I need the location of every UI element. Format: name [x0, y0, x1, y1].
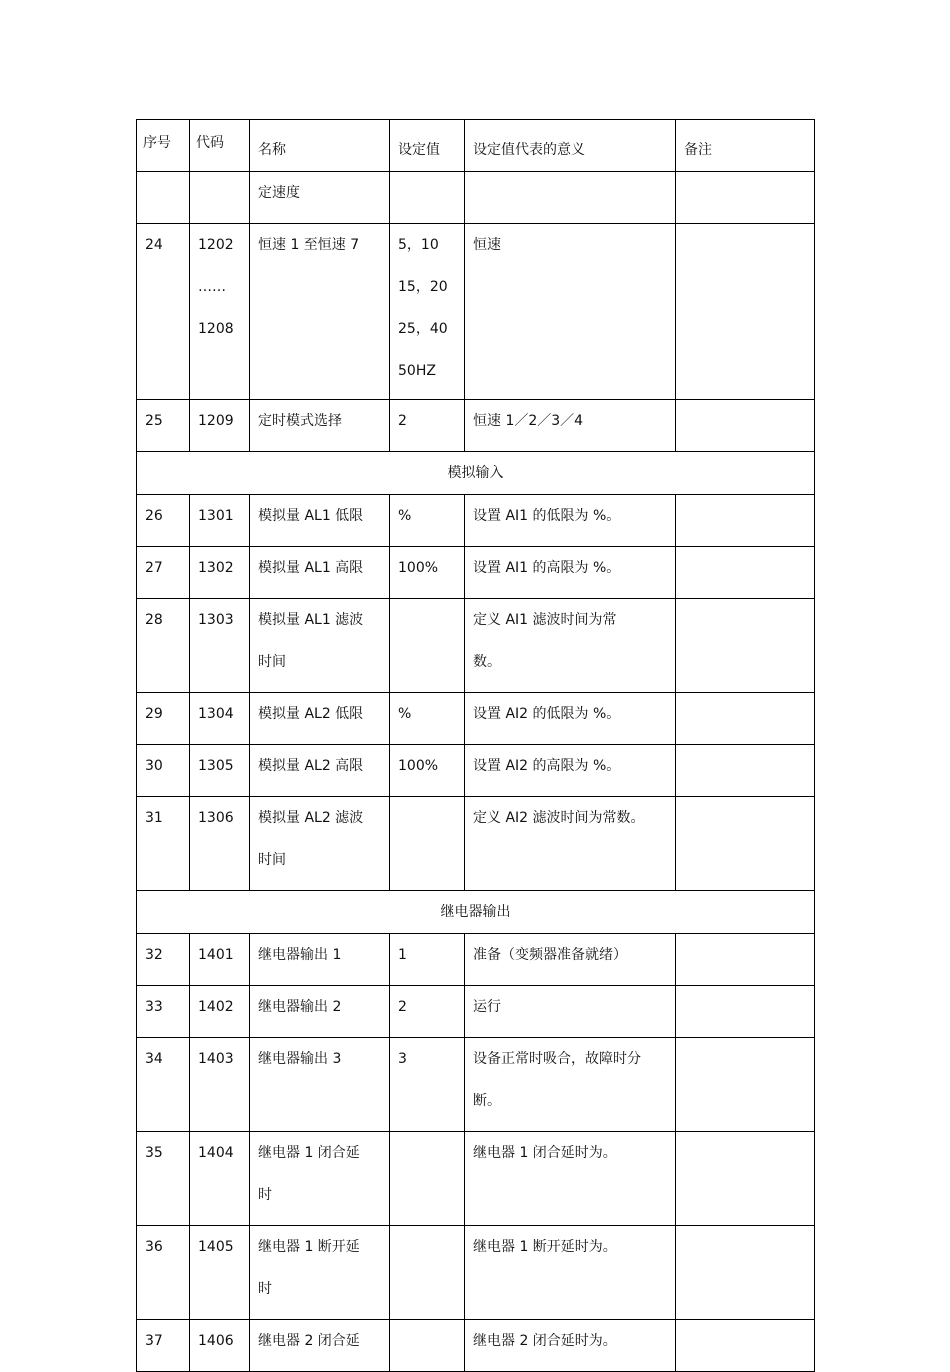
- cell-line: 继电器输出 2: [258, 999, 342, 1015]
- cell-name: [250, 400, 390, 452]
- cell-code: [190, 1320, 250, 1372]
- cell-line: 5，10: [398, 237, 439, 253]
- cell-line: 设备正常时吸合，故障时分: [473, 1051, 641, 1067]
- cell-note: [676, 1038, 815, 1132]
- cell-name: [250, 986, 390, 1038]
- cell-value: [390, 1038, 465, 1132]
- cell-no: [137, 745, 190, 797]
- cell-meaning: [465, 547, 676, 599]
- cell-no: [137, 400, 190, 452]
- cell-line: 继电器 1 断开延时为。: [473, 1239, 617, 1255]
- cell-line: 100%: [398, 560, 439, 576]
- cell-line: 恒速 1／2／3／4: [473, 413, 584, 429]
- cell-line: 1208: [198, 321, 234, 337]
- cell-no: [137, 599, 190, 693]
- table-body: [137, 172, 815, 1372]
- cell-line: 设置 AI1 的低限为 %。: [473, 508, 621, 524]
- cell-line: 25: [145, 413, 163, 429]
- cell-meaning: [465, 1226, 676, 1320]
- cell-line: 28: [145, 612, 163, 628]
- cell-line: 1402: [198, 999, 234, 1015]
- cell-code: [190, 172, 250, 224]
- cell-line: 设置 AI2 的高限为 %。: [473, 758, 621, 774]
- cell-name: [250, 1226, 390, 1320]
- header-note: 备注: [676, 120, 815, 172]
- cell-line: 1401: [198, 947, 234, 963]
- header-row: [137, 120, 815, 172]
- header-no: 序号: [137, 120, 190, 172]
- cell-code: [190, 934, 250, 986]
- cell-line: 设置 AI1 的高限为 %。: [473, 560, 621, 576]
- cell-code: [190, 745, 250, 797]
- cell-line: 恒速 1 至恒速 7: [258, 237, 360, 253]
- cell-line: 1403: [198, 1051, 234, 1067]
- cell-line: 继电器 2 闭合延时为。: [473, 1333, 617, 1349]
- header-name: 名称: [250, 120, 390, 172]
- header-value: 设定值: [390, 120, 465, 172]
- table-row: [137, 599, 815, 693]
- cell-line: 1301: [198, 508, 234, 524]
- cell-line: 32: [145, 947, 163, 963]
- cell-note: [676, 1320, 815, 1372]
- cell-line: 定速度: [258, 185, 300, 201]
- cell-value: [390, 1320, 465, 1372]
- cell-line: ……: [198, 279, 226, 295]
- cell-note: [676, 547, 815, 599]
- cell-meaning: [465, 797, 676, 891]
- cell-name: [250, 599, 390, 693]
- cell-value: [390, 934, 465, 986]
- cell-no: [137, 934, 190, 986]
- cell-code: [190, 547, 250, 599]
- cell-line: 2: [398, 413, 407, 429]
- header-code: 代码: [190, 120, 250, 172]
- cell-code: [190, 797, 250, 891]
- section-title: 模拟输入: [137, 452, 815, 495]
- cell-meaning: [465, 934, 676, 986]
- cell-meaning: [465, 172, 676, 224]
- cell-code: [190, 224, 250, 400]
- cell-value: [390, 495, 465, 547]
- table-row: [137, 1038, 815, 1132]
- cell-code: [190, 495, 250, 547]
- cell-name: [250, 172, 390, 224]
- cell-meaning: [465, 1038, 676, 1132]
- cell-line: 定时模式选择: [258, 413, 342, 429]
- section-row: [137, 452, 815, 495]
- cell-code: [190, 1132, 250, 1226]
- cell-line: 31: [145, 810, 163, 826]
- cell-line: 继电器输出 3: [258, 1051, 342, 1067]
- section-title: 继电器输出: [137, 891, 815, 934]
- cell-value: [390, 745, 465, 797]
- cell-note: [676, 797, 815, 891]
- cell-line: 34: [145, 1051, 163, 1067]
- cell-no: [137, 797, 190, 891]
- cell-line: 2: [398, 999, 407, 1015]
- cell-line: 定义 AI2 滤波时间为常数。: [473, 810, 645, 826]
- cell-name: [250, 797, 390, 891]
- cell-line: 继电器输出 1: [258, 947, 342, 963]
- cell-meaning: [465, 599, 676, 693]
- cell-line: 继电器 1 断开延: [258, 1239, 360, 1255]
- cell-line: 继电器 1 闭合延: [258, 1145, 360, 1161]
- cell-line: 继电器 1 闭合延时为。: [473, 1145, 617, 1161]
- cell-code: [190, 693, 250, 745]
- cell-code: [190, 1226, 250, 1320]
- cell-no: [137, 693, 190, 745]
- table-row: [137, 224, 815, 400]
- cell-meaning: [465, 745, 676, 797]
- table-row: [137, 172, 815, 224]
- cell-value: [390, 986, 465, 1038]
- cell-line: 35: [145, 1145, 163, 1161]
- cell-line: 模拟量 AL1 低限: [258, 508, 364, 524]
- cell-line: 26: [145, 508, 163, 524]
- cell-name: [250, 547, 390, 599]
- cell-no: [137, 986, 190, 1038]
- table-row: [137, 1320, 815, 1372]
- cell-line: %: [398, 508, 412, 524]
- table-row: [137, 400, 815, 452]
- cell-line: 25，40: [398, 321, 448, 337]
- cell-line: 模拟量 AL1 高限: [258, 560, 364, 576]
- cell-meaning: [465, 986, 676, 1038]
- cell-no: [137, 1320, 190, 1372]
- cell-note: [676, 986, 815, 1038]
- cell-line: 29: [145, 706, 163, 722]
- cell-name: [250, 745, 390, 797]
- cell-value: [390, 1132, 465, 1226]
- cell-value: [390, 797, 465, 891]
- cell-line: 100%: [398, 758, 439, 774]
- cell-note: [676, 1132, 815, 1226]
- cell-line: 1306: [198, 810, 234, 826]
- cell-line: 模拟量 AL2 滤波: [258, 810, 364, 826]
- cell-code: [190, 400, 250, 452]
- cell-note: [676, 745, 815, 797]
- cell-line: 33: [145, 999, 163, 1015]
- cell-no: [137, 1038, 190, 1132]
- cell-meaning: [465, 224, 676, 400]
- cell-no: [137, 547, 190, 599]
- cell-name: [250, 1320, 390, 1372]
- cell-line: 模拟量 AL1 滤波: [258, 612, 364, 628]
- cell-value: [390, 547, 465, 599]
- cell-code: [190, 986, 250, 1038]
- cell-line: 1304: [198, 706, 234, 722]
- table-row: [137, 693, 815, 745]
- cell-note: [676, 693, 815, 745]
- cell-line: 准备（变频器准备就绪）: [473, 947, 627, 963]
- cell-name: [250, 934, 390, 986]
- cell-line: 1302: [198, 560, 234, 576]
- cell-name: [250, 224, 390, 400]
- cell-name: [250, 1038, 390, 1132]
- cell-line: 模拟量 AL2 低限: [258, 706, 364, 722]
- table-row: [137, 934, 815, 986]
- cell-line: 1209: [198, 413, 234, 429]
- cell-line: 1303: [198, 612, 234, 628]
- cell-value: [390, 1226, 465, 1320]
- table-row: [137, 1226, 815, 1320]
- cell-no: [137, 172, 190, 224]
- cell-line: 50HZ: [398, 363, 436, 379]
- cell-code: [190, 1038, 250, 1132]
- cell-line: 时: [258, 1281, 272, 1297]
- cell-name: [250, 693, 390, 745]
- header-meaning: 设定值代表的意义: [465, 120, 676, 172]
- cell-line: %: [398, 706, 412, 722]
- cell-line: 断。: [473, 1093, 501, 1109]
- table-row: [137, 1132, 815, 1226]
- cell-note: [676, 400, 815, 452]
- cell-line: 模拟量 AL2 高限: [258, 758, 364, 774]
- table-row: [137, 797, 815, 891]
- cell-name: [250, 1132, 390, 1226]
- cell-note: [676, 495, 815, 547]
- cell-no: [137, 224, 190, 400]
- cell-line: 定义 AI1 滤波时间为常: [473, 612, 617, 628]
- cell-line: 15，20: [398, 279, 448, 295]
- cell-note: [676, 172, 815, 224]
- cell-meaning: [465, 400, 676, 452]
- parameter-table: [136, 119, 815, 1372]
- cell-code: [190, 599, 250, 693]
- cell-line: 运行: [473, 999, 501, 1015]
- cell-line: 时间: [258, 654, 286, 670]
- cell-meaning: [465, 693, 676, 745]
- table-row: [137, 745, 815, 797]
- section-row: [137, 891, 815, 934]
- cell-meaning: [465, 1132, 676, 1226]
- cell-line: 1202: [198, 237, 234, 253]
- table-row: [137, 495, 815, 547]
- cell-line: 27: [145, 560, 163, 576]
- cell-no: [137, 1132, 190, 1226]
- cell-value: [390, 599, 465, 693]
- cell-line: 1405: [198, 1239, 234, 1255]
- cell-note: [676, 1226, 815, 1320]
- cell-value: [390, 172, 465, 224]
- cell-line: 设置 AI2 的低限为 %。: [473, 706, 621, 722]
- cell-meaning: [465, 495, 676, 547]
- cell-value: [390, 400, 465, 452]
- cell-line: 时: [258, 1187, 272, 1203]
- cell-meaning: [465, 1320, 676, 1372]
- cell-line: 继电器 2 闭合延: [258, 1333, 360, 1349]
- cell-line: 37: [145, 1333, 163, 1349]
- cell-line: 时间: [258, 852, 286, 868]
- cell-line: 1305: [198, 758, 234, 774]
- cell-line: 24: [145, 237, 163, 253]
- cell-note: [676, 224, 815, 400]
- cell-line: 3: [398, 1051, 407, 1067]
- cell-line: 1404: [198, 1145, 234, 1161]
- cell-no: [137, 495, 190, 547]
- cell-value: [390, 224, 465, 400]
- table-row: [137, 547, 815, 599]
- cell-line: 30: [145, 758, 163, 774]
- cell-name: [250, 495, 390, 547]
- cell-note: [676, 934, 815, 986]
- table-row: [137, 986, 815, 1038]
- cell-line: 36: [145, 1239, 163, 1255]
- cell-line: 数。: [473, 654, 501, 670]
- cell-no: [137, 1226, 190, 1320]
- cell-line: 1406: [198, 1333, 234, 1349]
- cell-line: 恒速: [473, 237, 501, 253]
- cell-note: [676, 599, 815, 693]
- cell-line: 1: [398, 947, 407, 963]
- cell-value: [390, 693, 465, 745]
